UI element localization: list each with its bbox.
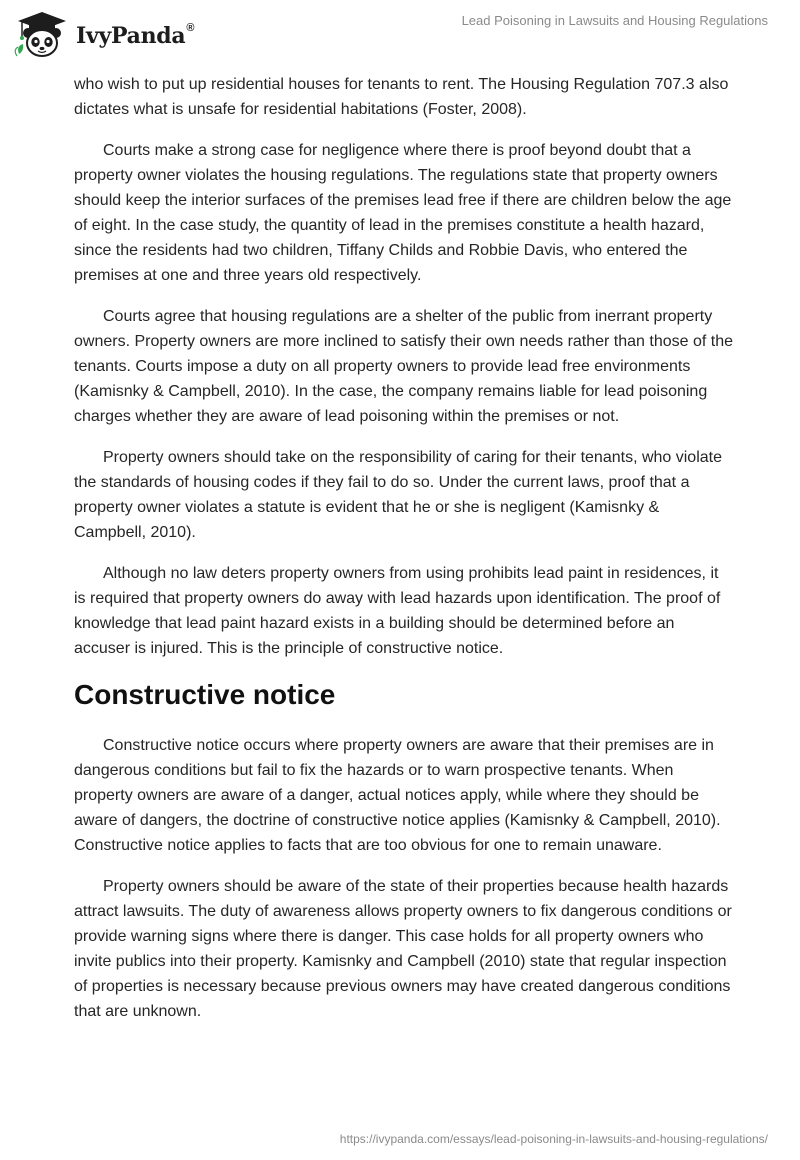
document-title: Lead Poisoning in Lawsuits and Housing Regulations	[461, 13, 768, 28]
paragraph-duty-of-awareness: Property owners should be aware of the state of their properties because health hazards attract lawsuits. The duty of awareness allows property owners to fix dangerous conditions or provide warning signs where there is danger. This case holds for all property owners who invite publics into their property. Kamisnky and Campbell (2010) state that regular inspection of properties is necessary because previous owners may have created dangerous conditions that are unknown.	[74, 878, 732, 1020]
source-url[interactable]: https://ivypanda.com/essays/lead-poisoning-in-lawsuits-and-housing-regulations/	[339, 1132, 768, 1146]
paragraph-constructive-notice-definition: Constructive notice occurs where property owners are aware that their premises are in dangerous conditions but fail to fix the hazards or to warn prospective tenants. When property owners are aware of a danger, actual notices apply, while where they should be aware of dangers, the doctrine of constructive notice applies (Kamisnky & Campbell, 2010). Constructive notice applies to facts that are too obvious for one to remain unaware.	[74, 737, 721, 854]
paragraph-lead-paint: Although no law deters property owners from using prohibits lead paint in residences, it is required that property owners do away with lead hazards upon identification. The proof of knowledge that lead paint hazard exists in a building should be determined before an accuser is injured. This is the principle of constructive notice.	[74, 565, 721, 657]
section-heading-constructive-notice: Constructive notice	[74, 679, 336, 710]
brand-name: IvyPanda®	[76, 21, 195, 49]
registered-mark: ®	[186, 21, 195, 34]
brand-logo[interactable]	[14, 10, 194, 58]
panda-logo-icon	[14, 10, 70, 58]
paragraph-housing-regulations: Courts agree that housing regulations are a shelter of the public from inerrant property owners. Property owners are more inclined to satisfy their own needs rather than those of the tenants. Courts impose a duty on all property owners to provide lead free environments (Kamisnky & Campbell, 2010). In the case, the company remains liable for lead poisoning charges whether they are aware of lead poisoning within the premises or not.	[74, 308, 734, 425]
paragraph-owner-responsibility: Property owners should take on the responsibility of caring for their tenants, who violate the standards of housing codes if they fail to do so. Under the current laws, proof that a property owner violates a statute is evident that he or she is negligent (Kamisnky & Campbell, 2010).	[74, 449, 722, 541]
article-body	[74, 72, 734, 1040]
paragraph-negligence: Courts make a strong case for negligence where there is proof beyond doubt that a property owner violates the housing regulations. The regulations state that property owners should keep the interior surfaces of the premises lead free if there are children below the age of eight. In the case study, the quantity of lead in the premises constitute a health hazard, since the residents had two children, Tiffany Childs and Robbie Davis, who entered the premises at one and three years old respectively.	[74, 142, 732, 284]
page-header	[0, 0, 800, 66]
paragraph-continued: who wish to put up residential houses for tenants to rent. The Housing Regulation 707.3 also dictates what is unsafe for residential habitations (Foster, 2008).	[74, 76, 729, 118]
